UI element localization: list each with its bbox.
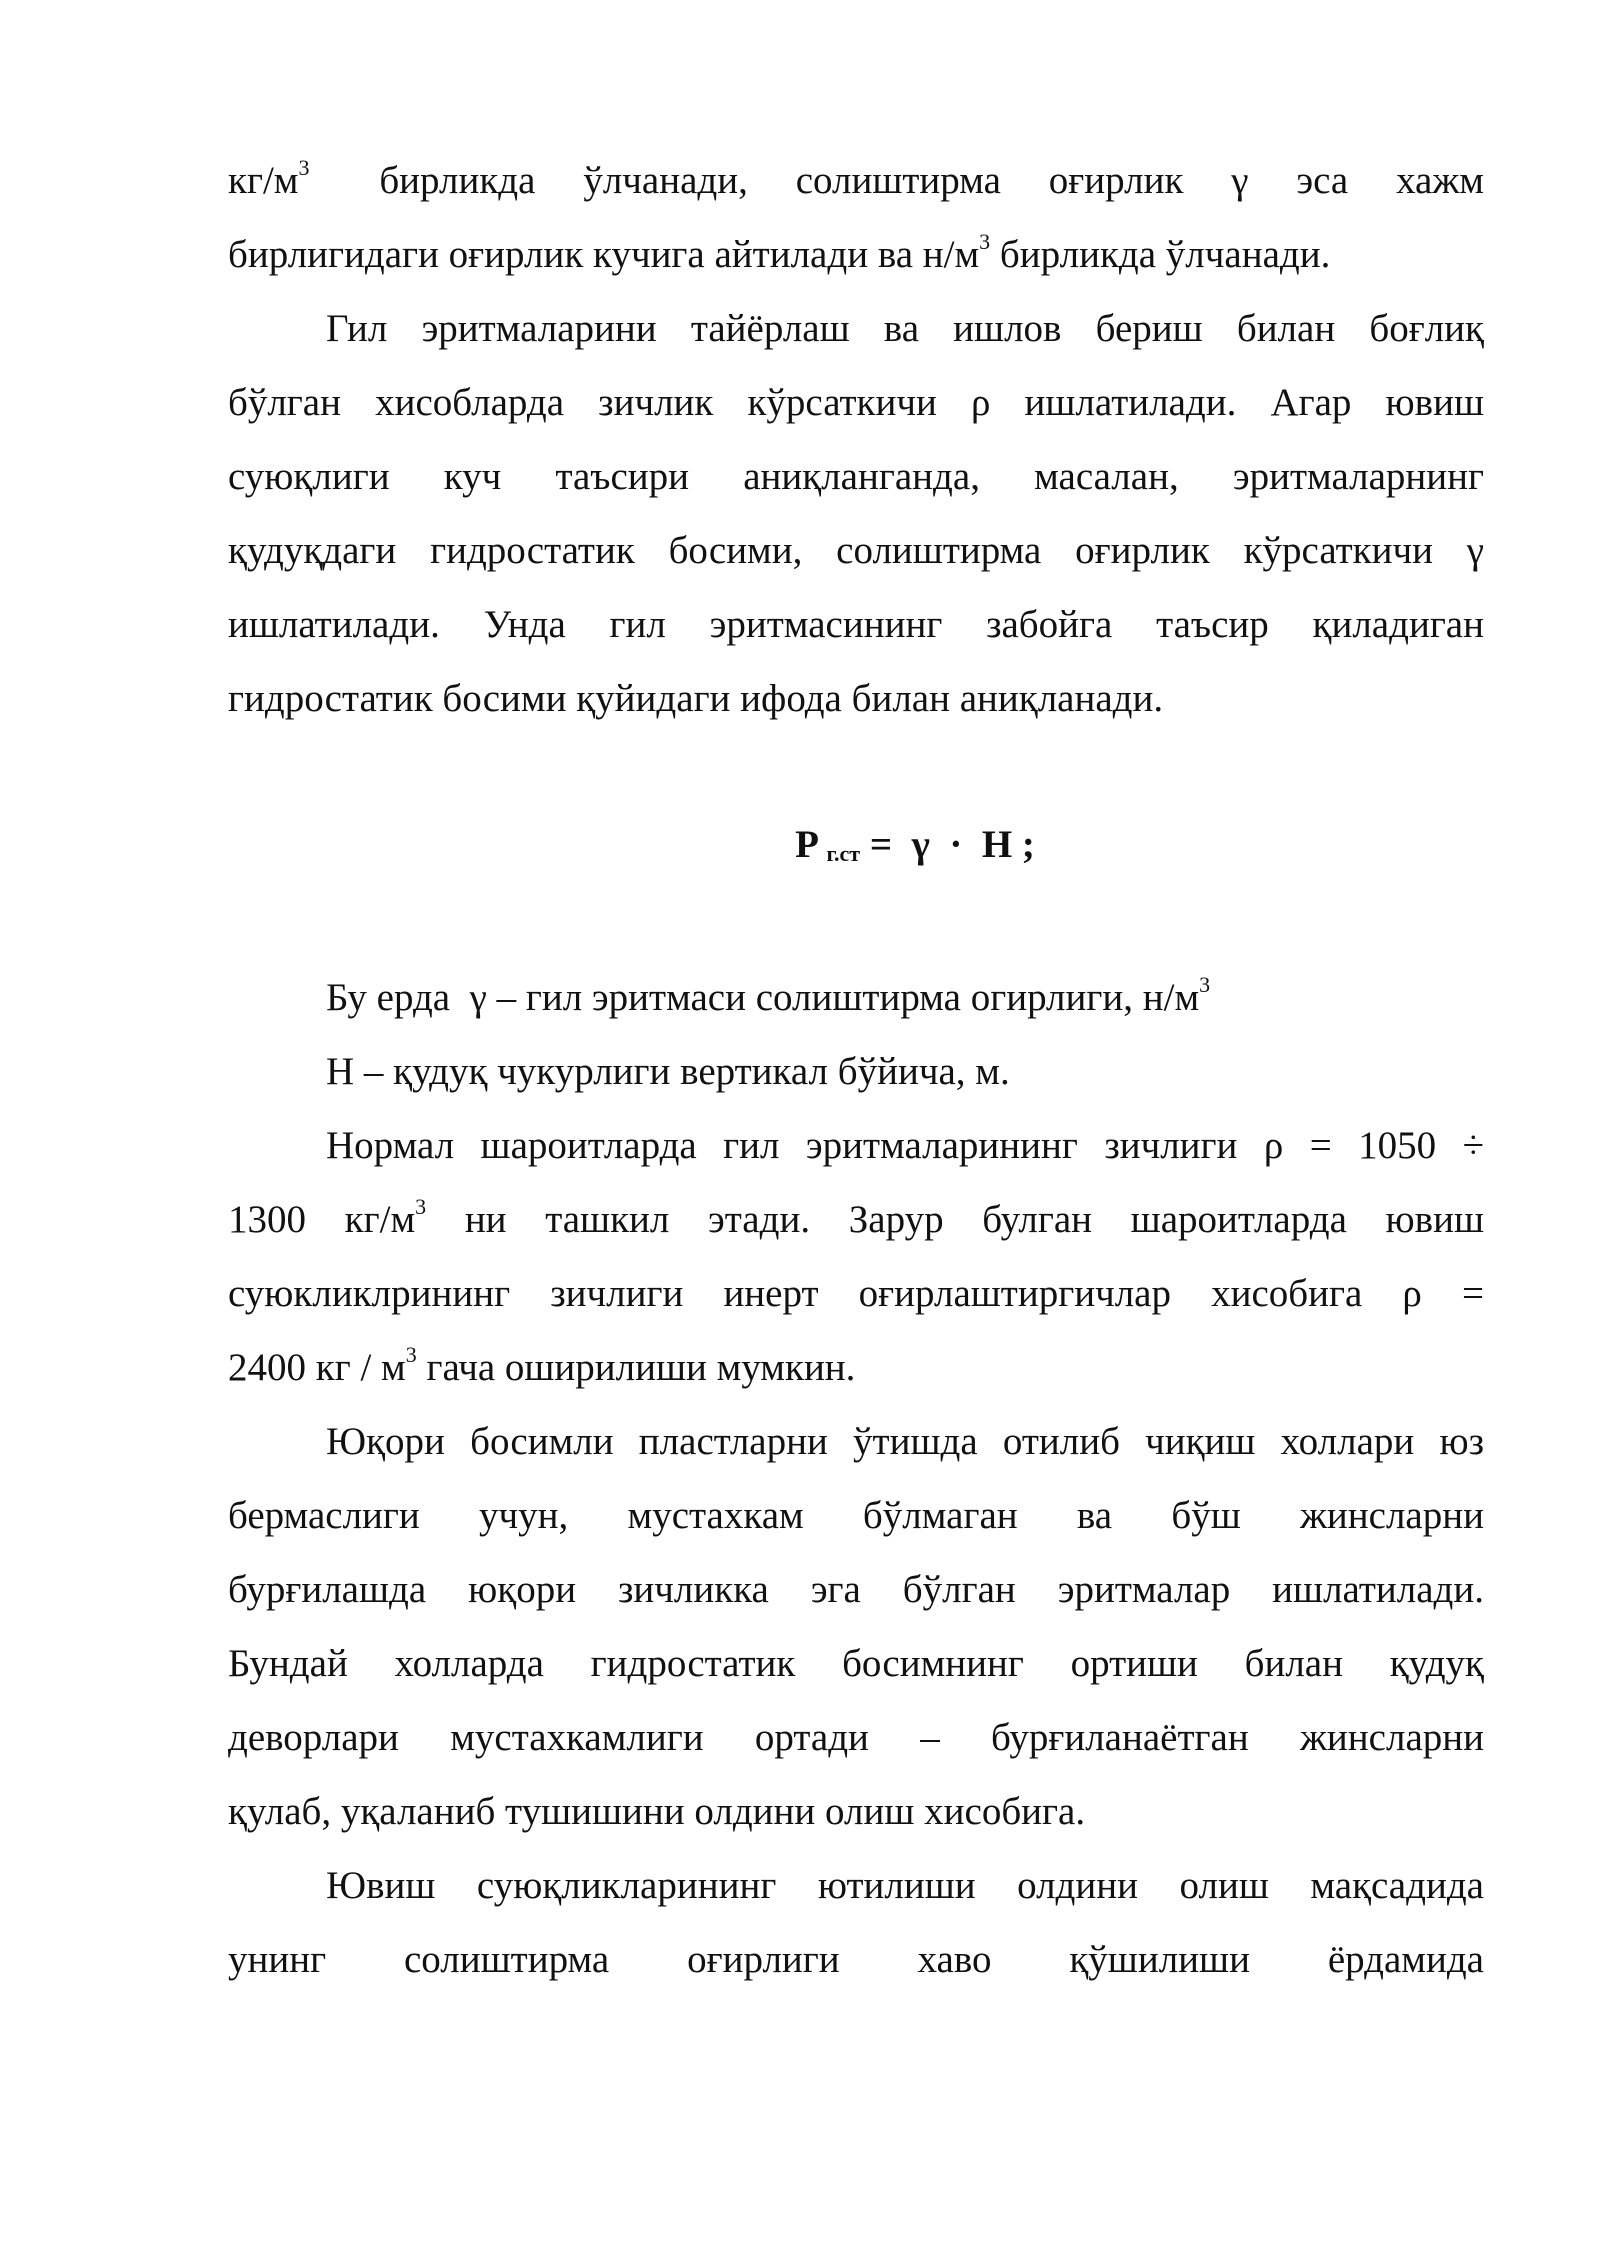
text-run: Бу ерда γ – гил эритмаси солиштирма огирлиги, н/м [326, 976, 1200, 1019]
paragraph3-line4 [228, 1343, 1484, 1393]
paragraph4-line4: Бундай холларда гидростатик босимнинг ортиши билан қудуқ [228, 1642, 1484, 1685]
paragraph2-line1: Гил эритмаларини тайёрлаш ва ишлов бериш билан боғлиқ [326, 307, 1484, 350]
text-run: гача оширилиши мумкин. [416, 1346, 856, 1389]
paragraph4-line2: бермаслиги учун, мустахкам бўлмаган ва бўш жинсларни [228, 1494, 1484, 1537]
superscript: 3 [1199, 972, 1211, 997]
paragraph3-line3: суюкликлрининг зичлиги инерт оғирлаштиргичлар хисобига ρ = [228, 1272, 1484, 1315]
formula-lhs: P [795, 823, 817, 866]
superscript: 3 [979, 229, 991, 254]
formula-rhs: = γ · H ; [860, 823, 1035, 866]
paragraph3-line1: Нормал шароитларда гил эритмаларининг зичлиги ρ = 1050 ÷ [326, 1124, 1484, 1167]
paragraph4-line6: қулаб, уқаланиб тушишини олдини олиш хисобига. [228, 1790, 1086, 1833]
text-run: кг/м [228, 159, 299, 202]
superscript: 3 [298, 155, 310, 180]
paragraph1-line1 [228, 156, 1484, 206]
definition-gamma [326, 973, 1484, 1023]
paragraph2-line2: бўлган хисобларда зичлик кўрсаткичи ρ ишлатилади. Агар ювиш [228, 381, 1484, 424]
text-run: бирлигидаги оғирлик кучига айтилади ва н/м [228, 233, 980, 276]
formula-subscript: г.ст [826, 841, 861, 866]
paragraph3-line2 [228, 1195, 1484, 1245]
paragraph2-line4: қудуқдаги гидростатик босими, солиштирма оғирлик кўрсаткичи γ [228, 529, 1484, 572]
superscript: 3 [405, 1342, 417, 1367]
paragraph2-line6: гидростатик босими қуйидаги ифода билан аниқланади. [228, 677, 1164, 720]
formula [0, 820, 1600, 870]
text-run: эса хажм [1296, 159, 1484, 202]
paragraph4-line3: бурғилашда юқори зичликка эга бўлган эритмалар ишлатилади. [228, 1568, 1484, 1611]
paragraph5-line1: Ювиш суюқликларининг ютилиши олдини олиш мақсадида [326, 1864, 1484, 1907]
paragraph4-line5: деворлари мустахкамлиги ортади – бурғиланаётган жинсларни [228, 1716, 1484, 1759]
paragraph4-line1: Юқори босимли пластларни ўтишда отилиб чиқиш холлари юз [326, 1420, 1484, 1463]
paragraph1-line2 [228, 230, 1484, 280]
text-run: ни ташкил этади. Зарур булган шароитларда ювиш [464, 1198, 1484, 1241]
text-run: 1300 кг/м [228, 1198, 416, 1241]
paragraph2-line3: суюқлиги куч таъсири аниқланганда, масалан, эритмаларнинг [228, 455, 1484, 498]
text-run: бирликда ўлчанади. [990, 233, 1331, 276]
text-run: 2400 кг / м [228, 1346, 406, 1389]
gamma-symbol: γ [1231, 159, 1249, 202]
superscript: 3 [415, 1194, 427, 1219]
paragraph5-line2: унинг солиштирма оғирлиги хаво қўшилиши ёрдамида [228, 1938, 1484, 1981]
text-run: бирликда ўлчанади, солиштирма оғирлик [379, 159, 1184, 202]
paragraph2-line5: ишлатилади. Унда гил эритмасининг забойга таъсир қиладиган [228, 603, 1484, 646]
definition-h: H – қудуқ чукурлиги вертикал бўйича, м. [326, 1050, 1010, 1093]
